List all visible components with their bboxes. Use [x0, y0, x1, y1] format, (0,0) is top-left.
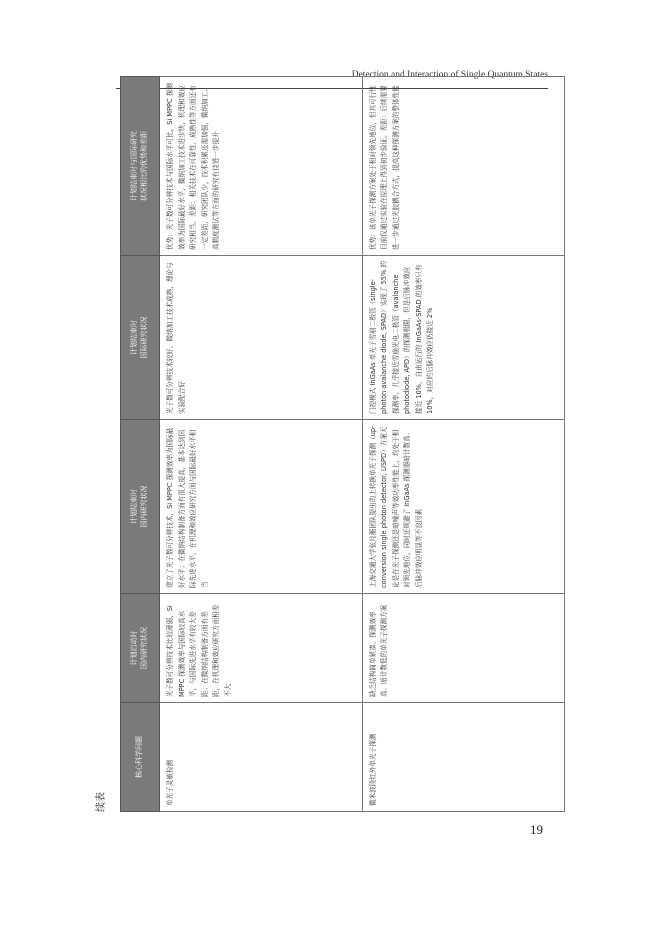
cell-problem: 微米波段红外单光子探测 [362, 703, 565, 812]
running-header: Detection and Interaction of Single Quantum States [351, 70, 548, 80]
col-header-comparison: 计划结束时与国际研究 状况相比的优势和差距 [121, 77, 160, 256]
cell-problem: 单光子灵敏检测 [160, 703, 363, 812]
col-header-start-domestic: 计划启动时 国内研究状况 [121, 594, 160, 703]
table-caption: 续表 [96, 792, 107, 812]
table-header-row [121, 77, 160, 812]
cell-end-international: 光子数可分辨技术较好，微纳加工技术成熟，理论与实验配合好 [160, 256, 363, 420]
cell-end-domestic: 上海交通大学张月蘅团队提出的上转换单光子探测（up-conversion single photon detector, USPD）方案无论是在光子探测还是暗噪声等效功率性能上，均处于相对领先地位，同时还规避了 InGaAs 探测器暗计数高、后脉冲效应明显等不良因素 [362, 420, 565, 594]
col-header-problem: 核心科学问题 [121, 703, 160, 812]
table-row [160, 77, 363, 812]
rotated-table-container [96, 83, 565, 812]
research-status-table [120, 76, 565, 812]
cell-end-international: 门控模式 InGaAs 单光子雪崩二极管（single-photon avalanche diode, SPAD）实现了 55% 的探测率，几乎接近雪崩光电二极管（avalanche photodiode, APD）的探测极限，但是后脉冲效应接近 10%，自由运行的 InGaAs-SPAD 的效率只有 10%，对应的后脉冲效应仍接近 2% [362, 256, 565, 420]
cell-comparison: 优势：该单光子探测方案处于相对领先地位，但其可行性目前仅通过实验在原理上得到初步验证。差距：后续需要进一步通过光胶耦合方式，提高这种探测方案的整体性能 [362, 77, 565, 256]
cell-end-domestic: 建立了光子数可分辨技术，Si MPPC 探测效率为国际最好水平；在微纳结构制备方面有很大提高，基本达到国际先进水平，在机理和效应研究方面与国际最好水平相当 [160, 420, 363, 594]
cell-start-domestic: 缺乏结构简单紧凑、探测效率高、暗计数低的单光子探测方案 [362, 594, 565, 703]
cell-comparison: 优势：光子数可分辨技术与国际水平可比，Si MPPC 探测效率为国际最好水平，微纳加工技术进步快，机理和效应研究相当。差距：相关技术在可靠性、成熟性等方面还有一定差距，研究团队少，技术积累还需加强，微纳加工、高精度测试等方面的研究有待进一步提升 [160, 77, 363, 256]
page-number: 19 [530, 822, 543, 837]
table-row [362, 77, 565, 812]
col-header-end-international: 计划结束时 国际研究状况 [121, 256, 160, 420]
cell-start-domestic: 光子数可分辨技术比较薄弱，Si MPPC 探测效率与国际较高水平，与国际先进水平有较大差距；在微纳结构制备方面有差距，在机理和效应研究方面相差不大 [160, 594, 363, 703]
col-header-end-domestic: 计划结束时 国内研究状况 [121, 420, 160, 594]
